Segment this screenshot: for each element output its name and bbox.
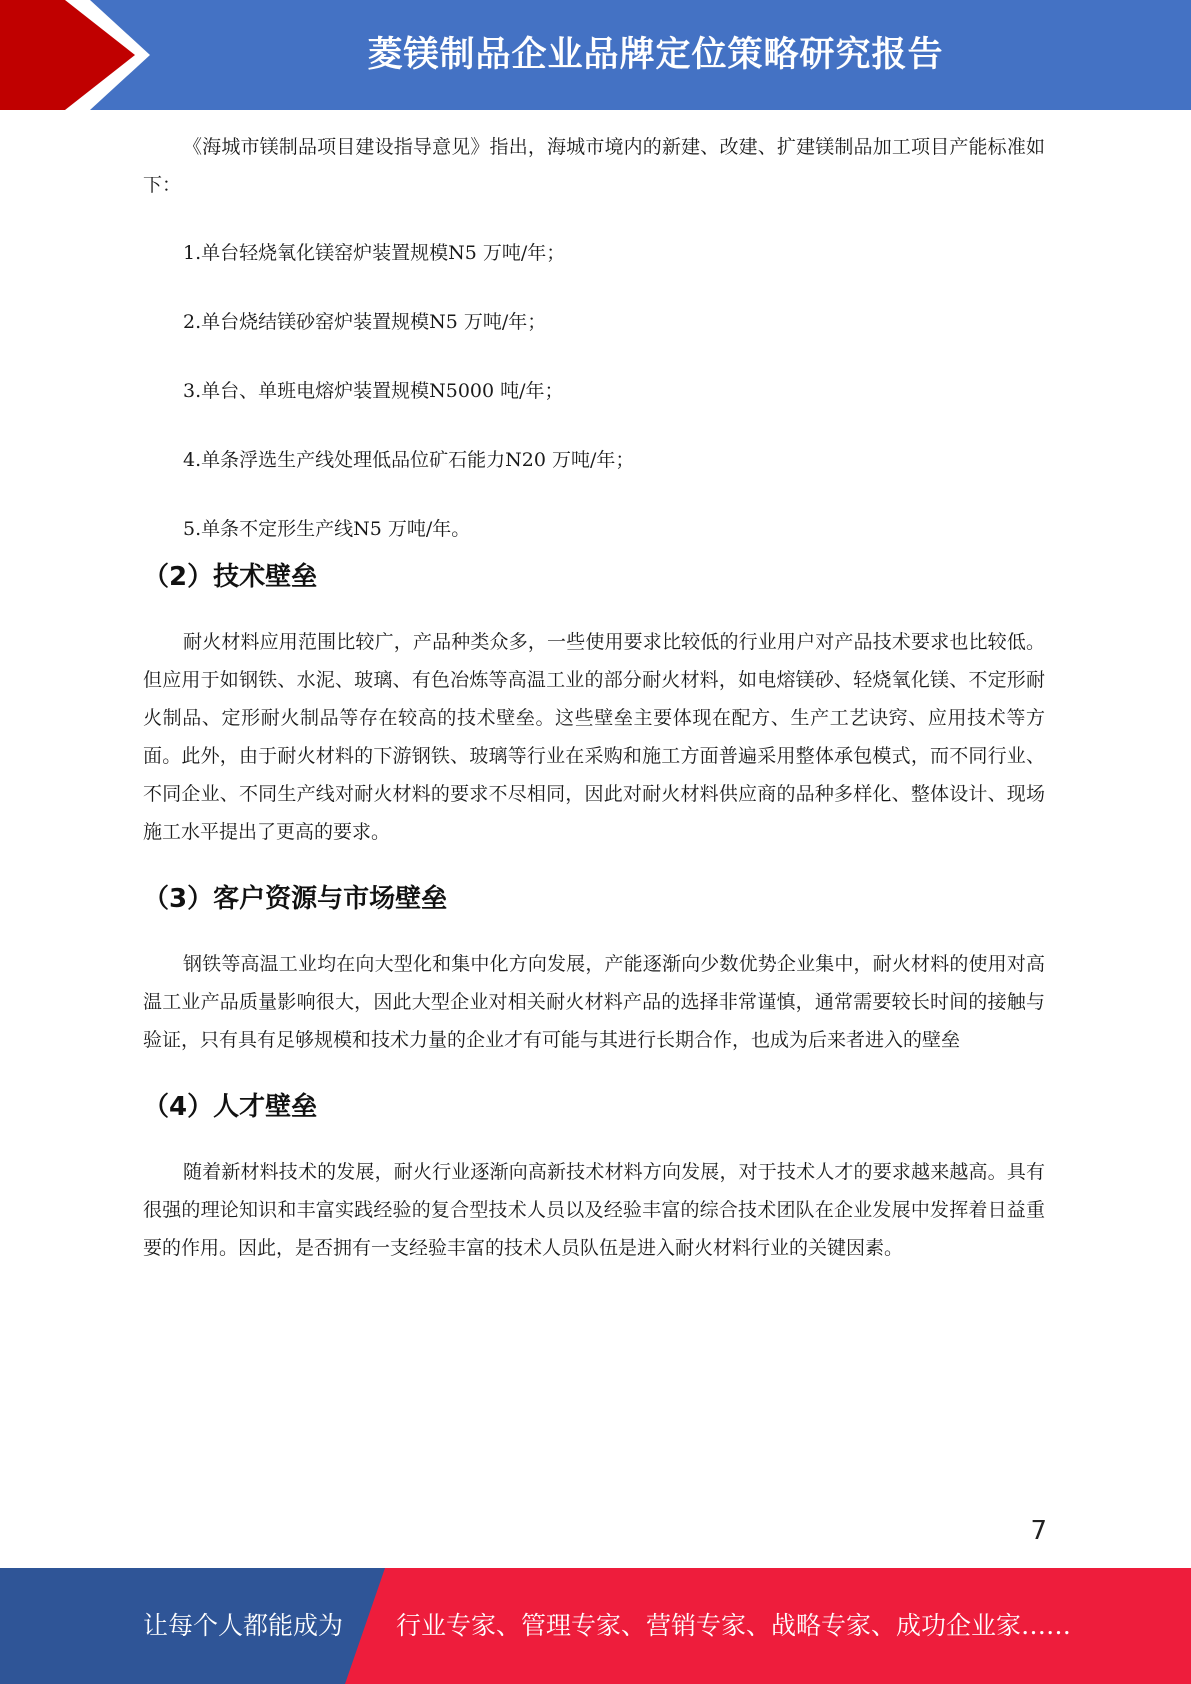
section-heading-customer-market-barrier: （3）客户资源与市场壁垒 [143, 884, 448, 914]
page-header [0, 0, 1191, 110]
intro-paragraph: 《海城市镁制品项目建设指导意见》指出，海城市境内的新建、改建、扩建镁制品加工项目产能标准如下： [143, 136, 1045, 196]
list-item: 4.单条浮选生产线处理低品位矿石能力N20 万吨/年； [183, 449, 635, 471]
footer-slogan-left: 让每个人都能成为 [143, 1611, 344, 1640]
section-paragraph-customer-market-barrier: 钢铁等高温工业均在向大型化和集中化方向发展，产能逐渐向少数优势企业集中，耐火材料的使用对高温工业产品质量影响很大，因此大型企业对相关耐火材料产品的选择非常谨慎，通常需要较长时间的接触与验证，只有具有足够规模和技术力量的企业才有可能与其进行长期合作，也成为后来者进入的壁垒 [143, 953, 1045, 1051]
section-paragraph-technical-barrier: 耐火材料应用范围比较广，产品种类众多，一些使用要求比较低的行业用户对产品技术要求也比较低。但应用于如钢铁、水泥、玻璃、有色冶炼等高温工业的部分耐火材料，如电熔镁砂、轻烧氧化镁、不定形耐火制品、定形耐火制品等存在较高的技术壁垒。这些壁垒主要体现在配方、生产工艺诀窍、应用技术等方面。此外，由于耐火材料的下游钢铁、玻璃等行业在采购和施工方面普遍采用整体承包模式，而不同行业、不同企业、不同生产线对耐火材料的要求不尽相同，因此对耐火材料供应商的品种多样化、整体设计、现场施工水平提出了更高的要求。 [143, 631, 1045, 843]
capacity-standards-list [143, 234, 1045, 548]
section-paragraph-talent-barrier: 随着新材料技术的发展，耐火行业逐渐向高新技术材料方向发展，对于技术人才的要求越来越高。具有很强的理论知识和丰富实践经验的复合型技术人员以及经验丰富的综合技术团队在企业发展中发挥着日益重要的作用。因此，是否拥有一支经验丰富的技术人员队伍是进入耐火材料行业的关键因素。 [143, 1161, 1045, 1259]
page-content [143, 128, 1045, 1267]
footer-slogan-right: 行业专家、管理专家、营销专家、战略专家、成功企业家…… [396, 1611, 1072, 1640]
section-heading-technical-barrier: （2）技术壁垒 [143, 562, 318, 592]
report-title: 菱镁制品企业品牌定位策略研究报告 [367, 35, 944, 75]
section-heading-talent-barrier: （4）人才壁垒 [143, 1092, 318, 1122]
list-item: 1.单台轻烧氧化镁窑炉装置规模N5 万吨/年； [183, 242, 566, 264]
list-item: 5.单条不定形生产线N5 万吨/年。 [183, 518, 471, 540]
page-footer [0, 1568, 1191, 1684]
list-item: 3.单台、单班电熔炉装置规模N5000 吨/年； [183, 380, 564, 402]
list-item: 2.单台烧结镁砂窑炉装置规模N5 万吨/年； [183, 311, 547, 333]
page-number: 7 [1030, 1516, 1047, 1546]
